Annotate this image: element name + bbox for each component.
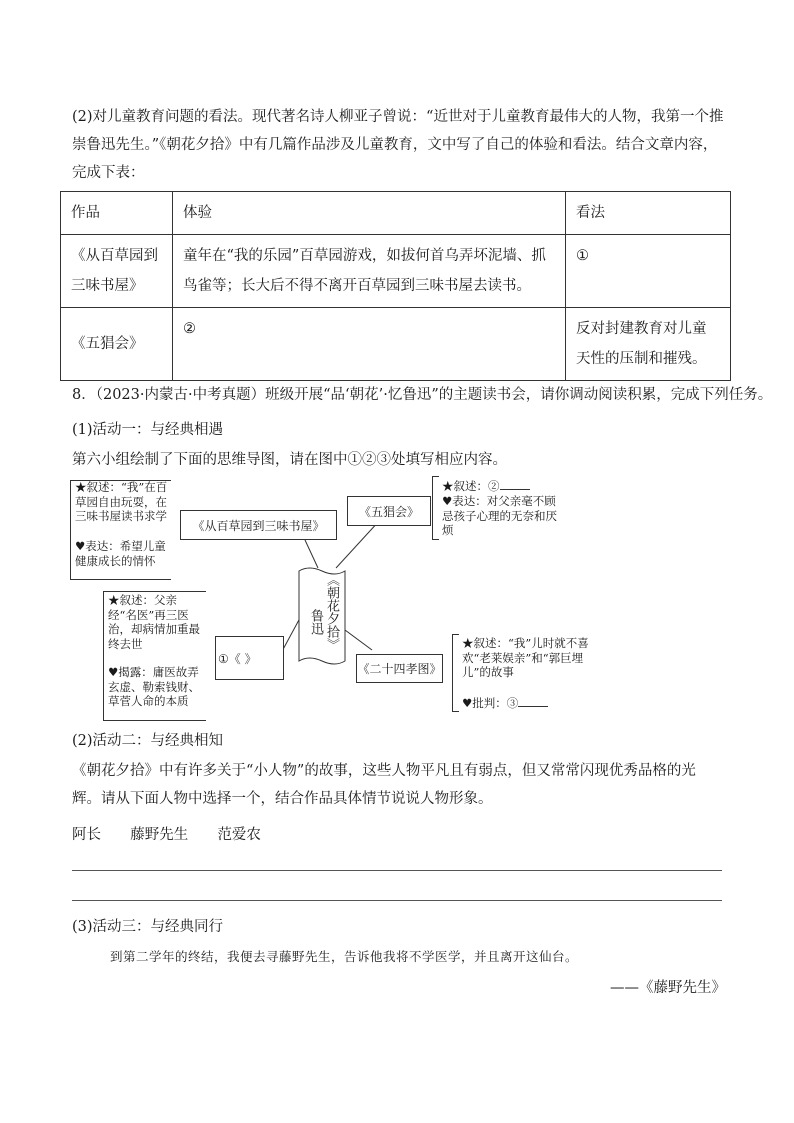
- ershisi-box: 《二十四孝图》: [356, 654, 443, 683]
- activity2-heading: (2)活动二：与经典相知: [72, 733, 224, 749]
- q8-title: 8．（2023·内蒙古·中考真题）班级开展“品‘朝花’·忆鲁迅”的主题读书会，请你调动阅读积累，完成下列任务。: [72, 387, 773, 403]
- cell-work: 《五猖会》: [61, 308, 173, 381]
- activity1-heading: (1)活动一：与经典相遇: [72, 422, 224, 438]
- unknown-narrate: ★叙述：父亲经“名医”再三医治，却病情加重最终去世: [108, 593, 200, 651]
- q7-intro: (2)对儿童教育问题的看法。现代著名诗人柳亚子曾说：“近世对于儿童教育最伟大的人物，我第一个推崇鲁迅先生。”《朝花夕拾》中有几篇作品涉及儿童教育，文中写了自己的体验和看法。结合文章内容，完成下表：: [72, 109, 724, 181]
- activity1-desc: 第六小组绘制了下面的思维导图，请在图中①②③处填写相应内容。: [72, 452, 507, 468]
- center-author-text: 鲁迅: [308, 609, 323, 635]
- wuchanghui-bracket: [432, 476, 439, 540]
- header-work: 作品: [61, 192, 173, 235]
- answer-line[interactable]: [72, 900, 722, 901]
- header-view: 看法: [566, 192, 731, 235]
- wuchanghui-express: ♥表达：对父亲毫不顾忌孩子心理的无奈和厌烦: [442, 494, 557, 537]
- cell-work: 《从百草园到三味书屋》: [61, 235, 173, 308]
- unknown-box: ①《 》: [215, 636, 284, 680]
- quote-text: 到第二学年的终结，我便去寻藤野先生，告诉他我将不学医学，并且离开这仙台。: [110, 949, 579, 964]
- answer-line[interactable]: [72, 870, 722, 871]
- character-item: 藤野先生: [130, 827, 189, 843]
- ershisi-narrate: ★叙述：“我”儿时就不喜欢“老莱娱亲”和“郭巨埋儿”的故事: [462, 636, 589, 679]
- center-title-text: 《朝花夕拾》: [324, 573, 339, 651]
- character-list: [72, 825, 261, 845]
- activity2-desc: 《朝花夕拾》中有许多关于“小人物”的故事，这些人物平凡且有弱点，但又常常闪现优秀品格的光辉。请从下面人物中选择一个，结合作品具体情节说说人物形象。: [72, 763, 696, 807]
- unknown-reveal: ♥揭露：庸医故弄玄虚、勒索钱财、草菅人命的本质: [108, 665, 200, 708]
- cell-experience: ②: [173, 308, 566, 381]
- cell-view: 反对封建教育对儿童天性的压制和摧残。: [566, 308, 731, 381]
- center-scroll: [297, 565, 347, 667]
- wuchanghui-box: 《五猖会》: [347, 496, 431, 526]
- character-item: 阿长: [72, 827, 101, 843]
- cell-view: ①: [566, 235, 731, 308]
- wuchanghui-narrate: ★叙述：②: [442, 478, 562, 494]
- character-item: 范爱农: [217, 827, 261, 843]
- baicaoyuan-narrate: ★叙述：“我”在百草园自由玩耍，在三味书屋读书求学: [75, 480, 168, 523]
- cell-experience: 童年在“我的乐园”百草园游戏，如拔何首乌弄坏泥墙、抓鸟雀等；长大后不得不离开百草园到三味书屋去读书。: [173, 235, 566, 308]
- header-experience: 体验: [173, 192, 566, 235]
- activity3-heading: (3)活动三：与经典同行: [72, 919, 224, 935]
- ershisi-critique: ♥批判：③: [462, 695, 597, 711]
- baicaoyuan-box: 《从百草园到三味书屋》: [180, 510, 337, 540]
- baicaoyuan-express: ♥表达：希望儿童健康成长的情怀: [75, 539, 166, 568]
- quote-source: ——《藤野先生》: [610, 980, 726, 996]
- ershisi-bracket: [452, 634, 459, 712]
